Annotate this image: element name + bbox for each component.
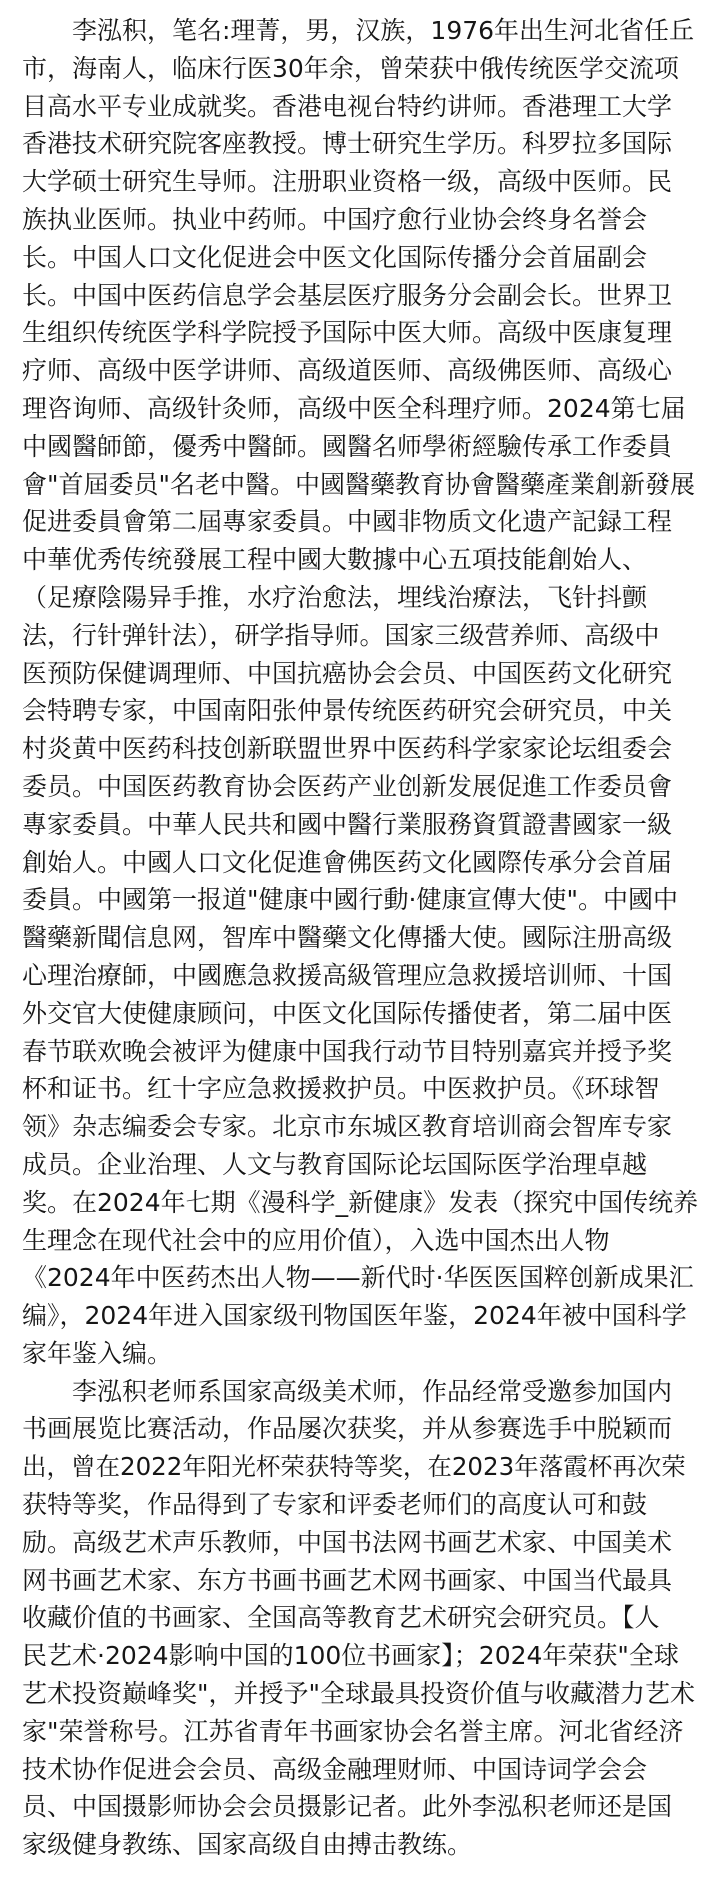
text-line: 生组织传统医学科学院授予国际中医大师。高级中医康复理 [22, 318, 673, 348]
text-line: 收藏价值的书画家、全国高等教育艺术研究会研究员。【人 [22, 1603, 660, 1633]
text-line: 法，行针弹针法），研学指导师。国家三级营养师、高级中 [22, 620, 660, 650]
text-line: 中華优秀传统發展工程中國大數據中心五項技能創始人、 [22, 545, 648, 575]
text-line: 领》杂志编委会专家。北京市东城区教育培训商会智库专家 [22, 1112, 673, 1142]
text-line: 大学硕士研究生导师。注册职业资格一级，高级中医师。民 [22, 167, 673, 197]
text-line: 家"荣誉称号。江苏省青年书画家协会名誉主席。河北省经济 [22, 1716, 684, 1746]
text-line: 疗师、高级中医学讲师、高级道医师、高级佛医师、高级心 [22, 356, 673, 386]
text-line: 奖。在2024年七期《漫科学_新健康》发表（探究中国传统养 [22, 1187, 698, 1217]
text-line: （足療陰陽异手推，水疗治愈法，埋线治療法，飞针抖颤 [22, 582, 648, 612]
text-line: 民艺术·2024影响中国的100位书画家】；2024年荣获"全球 [22, 1641, 679, 1671]
text-line: 出，曾在2022年阳光杯荣获特等奖，在2023年落霞杯再次荣 [22, 1452, 686, 1482]
text-line: 市，海南人，临床行医30年余，曾荣获中俄传统医学交流项 [22, 53, 679, 83]
text-line: 杯和证书。红十字应急救援救护员。中医救护员。《环球智 [22, 1074, 660, 1104]
text-line: 族执业医师。执业中药师。中国疗愈行业协会终身名誉会 [22, 204, 648, 234]
text-line: 成员。企业治理、人文与教育国际论坛国际医学治理卓越 [22, 1149, 648, 1179]
text-line: 委员。中国医药教育协会医药产业创新发展促進工作委员會 [22, 771, 673, 801]
text-line: 网书画艺术家、东方书画书画艺术网书画家、中国当代最具 [22, 1565, 673, 1595]
text-line: 專家委員。中華人民共和國中醫行業服務資質證書國家一級 [22, 809, 673, 839]
text-line: 编》，2024年进入国家级刊物国医年鉴，2024年被中国科学 [22, 1301, 687, 1331]
text-line: 家级健身教练、国家高级自由搏击教练。 [22, 1830, 473, 1860]
text-line: 醫藥新聞信息网，智库中醫藥文化傳播大使。國际注册高级 [22, 923, 673, 953]
text-line: 委員。中國第一报道"健康中國行動·健康宣傳大使"。中國中 [22, 885, 678, 915]
text-line: 员、中国摄影师协会会员摄影记者。此外李泓积老师还是国 [22, 1792, 673, 1822]
text-line: 會"首屆委员"名老中醫。中國醫藥教育协會醫藥產業創新發展 [22, 469, 696, 499]
text-line: 李泓积，笔名:理菁，男，汉族，1976年出生河北省任丘 [22, 16, 695, 45]
text-line: 外交官大使健康顾问，中医文化国际传播使者，第二届中医 [22, 998, 673, 1028]
text-line: 长。中国人口文化促进会中医文化国际传播分会首届副会 [22, 242, 648, 272]
paragraph-biography [22, 12, 698, 1373]
text-line: 春节联欢晚会被评为健康中国我行动节目特别嘉宾并授予奖 [22, 1036, 673, 1066]
text-line: 获特等奖，作品得到了专家和评委老师们的高度认可和鼓 [22, 1490, 648, 1520]
text-line: 长。中国中医药信息学会基层医疗服务分会副会长。世界卫 [22, 280, 673, 310]
text-line: 技术协作促进会会员、高级金融理财师、中国诗词学会会 [22, 1754, 648, 1784]
text-line: 艺术投资巅峰奖"，并授予"全球最具投资价值与收藏潜力艺术 [22, 1679, 696, 1709]
text-line: 香港技术研究院客座教授。博士研究生学历。科罗拉多国际 [22, 129, 673, 159]
text-line: 医预防保健调理师、中国抗癌协会会员、中国医药文化研究 [22, 658, 673, 688]
text-line: 《2024年中医药杰出人物——新代时·华医医国粹创新成果汇 [22, 1263, 694, 1293]
text-line: 会特聘专家，中国南阳张仲景传统医药研究会研究员，中关 [22, 696, 673, 726]
text-line: 生理念在现代社会中的应用价值），入选中国杰出人物 [22, 1225, 610, 1255]
text-line: 书画展览比赛活动，作品屡次获奖，并从参赛选手中脱颖而 [22, 1414, 673, 1444]
text-line: 創始人。中國人口文化促進會佛医药文化國際传承分会首届 [22, 847, 673, 877]
text-line: 促进委員會第二屆專家委員。中國非物质文化遗产記録工程 [22, 507, 673, 537]
text-line: 李泓积老师系国家高级美术师，作品经常受邀参加国内 [22, 1376, 673, 1406]
paragraph-art-career [22, 1373, 698, 1864]
document-body [22, 12, 698, 1864]
text-line: 家年鉴入编。 [22, 1338, 173, 1368]
text-line: 理咨询师、高级针灸师，高级中医全科理疗师。2024第七届 [22, 393, 686, 423]
text-line: 励。高级艺术声乐教师，中国书法网书画艺术家、中国美术 [22, 1527, 673, 1557]
text-line: 村炎黄中医药科技创新联盟世界中医药科学家家论坛组委会 [22, 734, 673, 764]
text-line: 目高水平专业成就奖。香港电视台特约讲师。香港理工大学 [22, 91, 673, 121]
text-line: 中國醫師節，優秀中醫師。國醫名师學術經驗传承工作委員 [22, 431, 673, 461]
text-line: 心理治療師，中國應急救援高級管理应急救援培训师、十国 [22, 960, 673, 990]
